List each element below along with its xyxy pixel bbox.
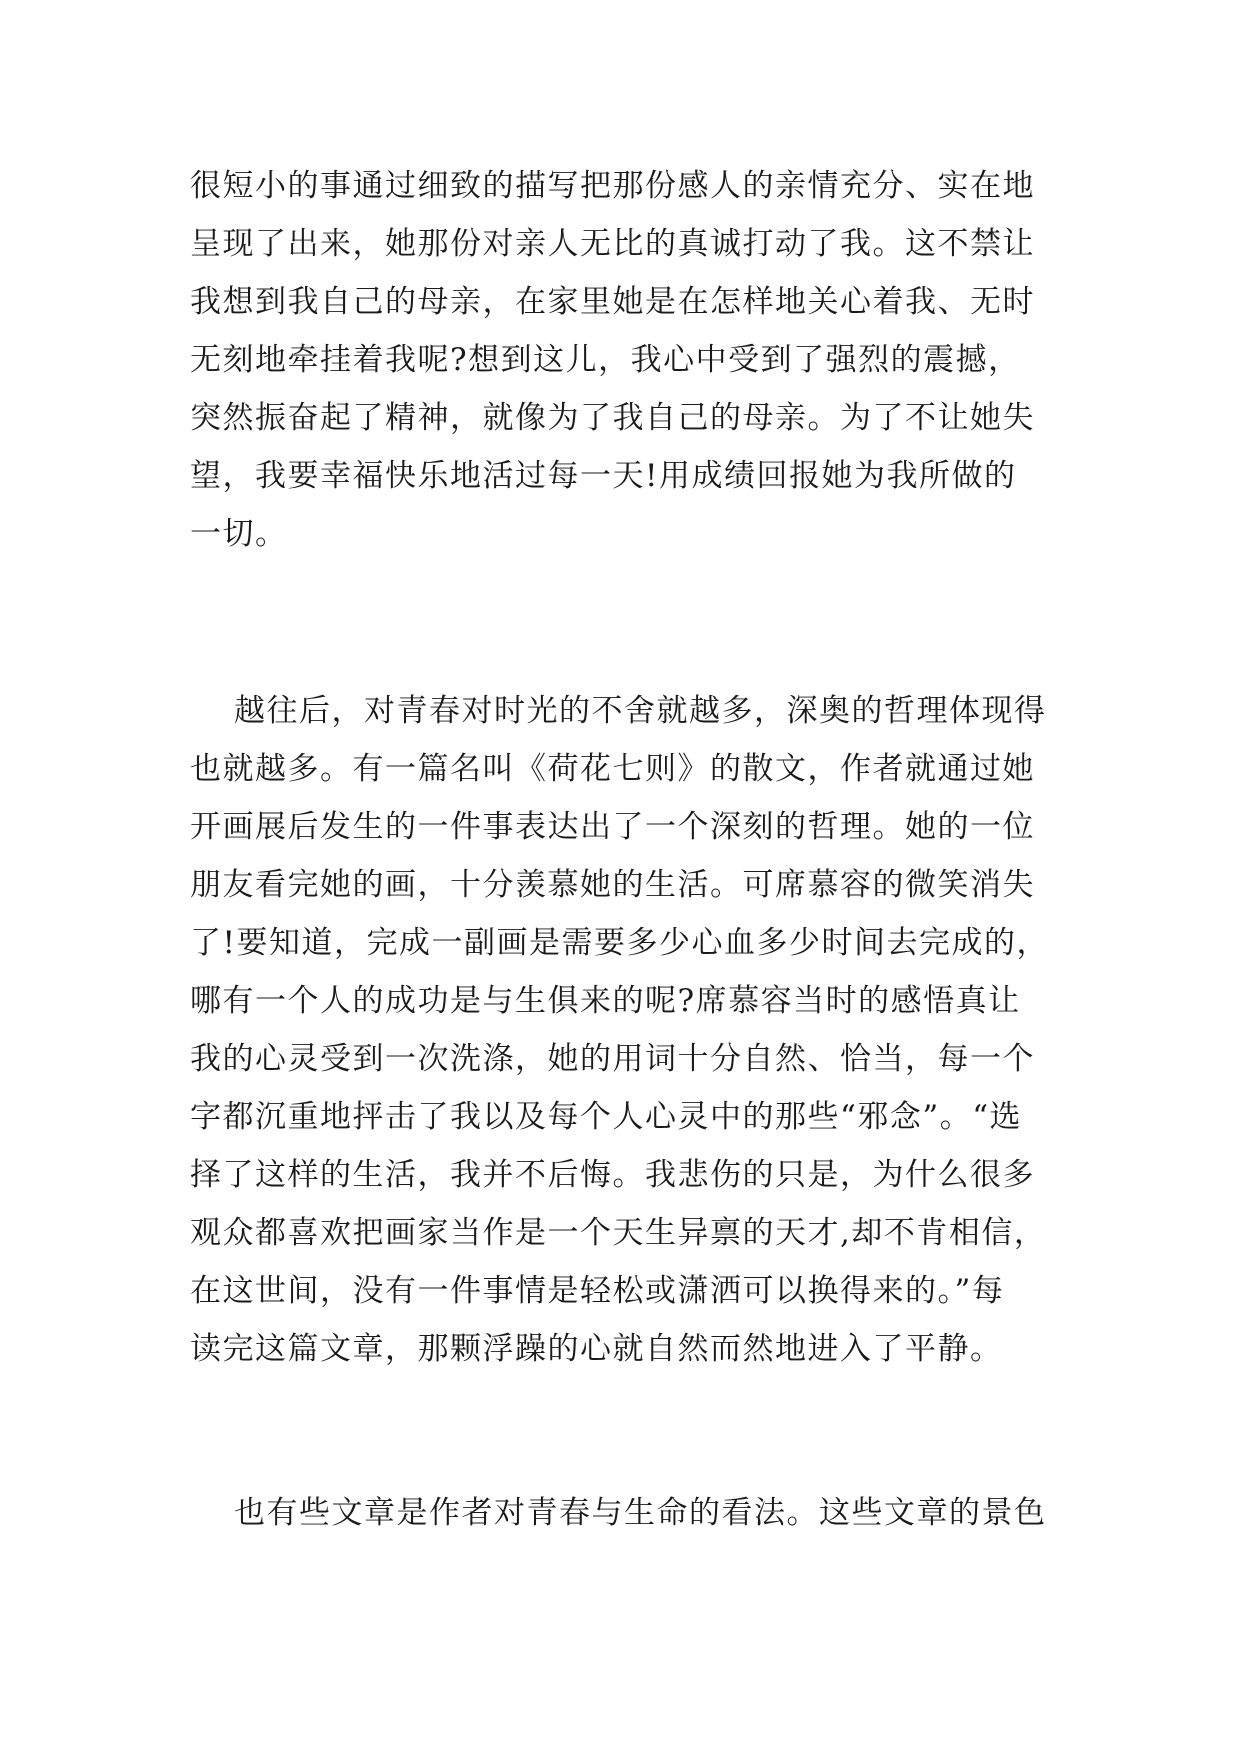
text-line: 哪有一个人的成功是与生俱来的呢?席慕容当时的感悟真让 bbox=[190, 983, 1021, 1019]
text-line: 在这世间，没有一件事情是轻松或潇洒可以换得来的。”每 bbox=[190, 1273, 1005, 1309]
text-line: 也就越多。有一篇名叫《荷花七则》的散文，作者就通过她 bbox=[190, 751, 1035, 787]
text-line: 我想到我自己的母亲，在家里她是在怎样地关心着我、无时 bbox=[190, 284, 1035, 320]
text-line: 字都沉重地抨击了我以及每个人心灵中的那些“邪念”。“选 bbox=[190, 1099, 1023, 1135]
text-line: 开画展后发生的一件事表达出了一个深刻的哲理。她的一位 bbox=[190, 809, 1035, 845]
text-line: 择了这样的生活，我并不后悔。我悲伤的只是，为什么很多 bbox=[190, 1157, 1035, 1193]
paragraph-3 bbox=[190, 1484, 1070, 1542]
paragraph-1 bbox=[190, 157, 1070, 563]
text-line: 无刻地牵挂着我呢?想到这儿，我心中受到了强烈的震撼， bbox=[190, 342, 1021, 378]
text-line: 突然振奋起了精神，就像为了我自己的母亲。为了不让她失 bbox=[190, 400, 1035, 436]
text-line: 很短小的事通过细致的描写把那份感人的亲情充分、实在地 bbox=[190, 168, 1035, 204]
text-line: 观众都喜欢把画家当作是一个天生异禀的天才,却不肯相信， bbox=[190, 1215, 1047, 1251]
text-line: 读完这篇文章，那颗浮躁的心就自然而然地进入了平静。 bbox=[190, 1331, 1003, 1367]
text-line: 朋友看完她的画，十分羡慕她的生活。可席慕容的微笑消失 bbox=[190, 867, 1035, 903]
text-line: 了!要知道，完成一副画是需要多少心血多少时间去完成的， bbox=[190, 925, 1049, 961]
text-line: 呈现了出来，她那份对亲人无比的真诚打动了我。这不禁让 bbox=[190, 226, 1035, 262]
text-line: 我的心灵受到一次洗涤，她的用词十分自然、恰当，每一个 bbox=[190, 1041, 1035, 1077]
text-line: 一切。 bbox=[190, 516, 288, 552]
text-line: 越往后，对青春对时光的不舍就越多，深奥的哲理体现得 bbox=[234, 693, 1047, 729]
paragraph-2 bbox=[190, 682, 1070, 1378]
text-line: 也有些文章是作者对青春与生命的看法。这些文章的景色 bbox=[234, 1495, 1047, 1531]
text-line: 望，我要幸福快乐地活过每一天!用成绩回报她为我所做的 bbox=[190, 458, 1017, 494]
